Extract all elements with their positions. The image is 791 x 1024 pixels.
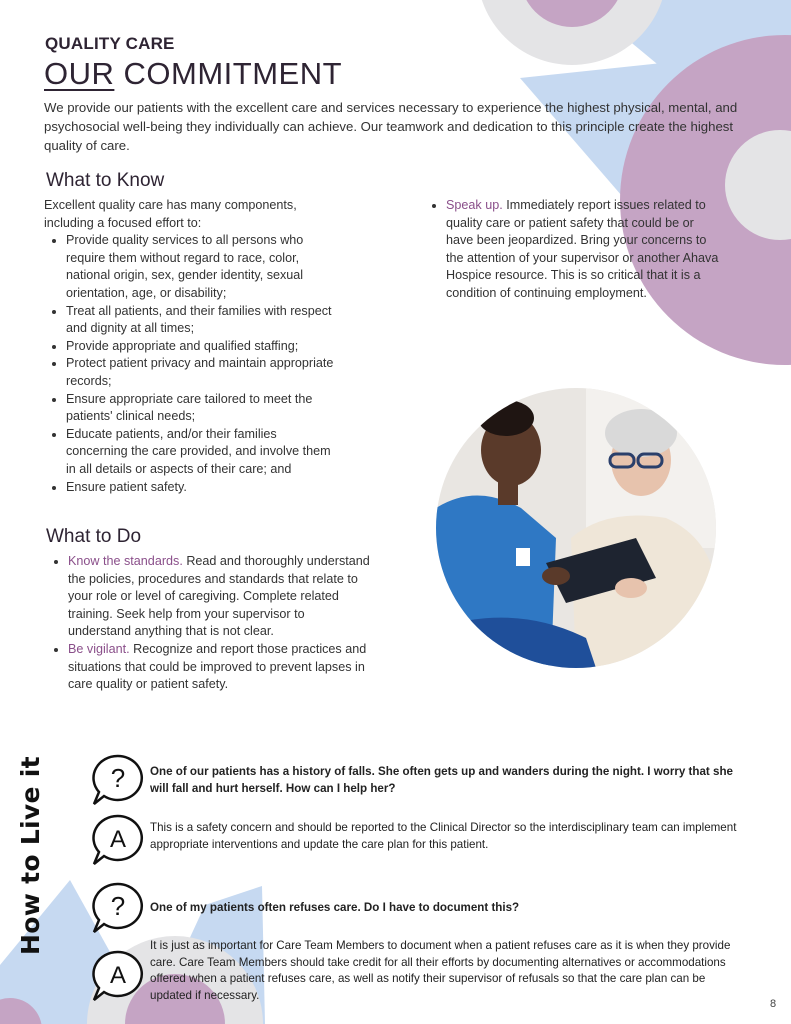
speak-up-list (424, 197, 724, 303)
caregiver-photo (436, 388, 716, 668)
question-bubble-icon (90, 752, 146, 813)
list-item: • Educate patients, and/or their families concerning the care provided, and involve them in all details or aspects of their care; and (66, 426, 339, 479)
question-symbol: ? (110, 891, 126, 921)
answer-symbol: A (109, 962, 127, 989)
list-item: • Ensure appropriate care tailored to meet the patients' clinical needs; (66, 391, 339, 426)
title-underlined-word: OUR (44, 56, 115, 91)
be-vigilant-text: Recognize and report those practices and situations that could be improved to prevent lapses in care quality or patient safety. (68, 641, 367, 692)
list-item: • Treat all patients, and their families with respect and dignity at all times; (66, 303, 339, 338)
how-to-live-it-label: How to Live it (16, 756, 45, 955)
speak-up-text: Immediately report issues related to quality care or patient safety that could be or have been jeopardized. Bring your concerns to the attention of your supervisor or another Ahava Hospice resource. This is so critical that it is a condition of continuing employment. (446, 198, 719, 300)
intro-paragraph: We provide our patients with the excellent care and services necessary to experience the highest physical, mental, and psychosocial well-being they individually can achieve. Our teamwork and dedication to this principle create the highest quality of care. (44, 100, 738, 153)
page-number: 8 (770, 998, 777, 1010)
question-bubble-icon (90, 880, 146, 941)
what-to-do-heading: What to Do (46, 526, 142, 547)
speak-up-label: Speak up. (446, 198, 503, 212)
know-standards-text: Read and thoroughly understand the policies, procedures and standards that relate to your role or level of caregiving. Complete related training. Seek help from your supervisor to understand anything that is not clear. (68, 554, 370, 639)
section-kicker: QUALITY CARE (45, 34, 175, 53)
what-to-know-body (44, 197, 339, 496)
question-2-text: One of my patients often refuses care. Do I have to document this? (150, 901, 520, 914)
answer-bubble-icon (90, 948, 146, 1009)
what-to-know-lead: Excellent quality care has many components, including a focused effort to: (44, 198, 297, 230)
list-item (446, 197, 724, 303)
what-to-do-body (46, 553, 371, 694)
answer-1-text: This is a safety concern and should be reported to the Clinical Director so the interdisciplinary team can implement appropriate interventions and update the care plan for this patient. (150, 821, 737, 851)
title-rest: COMMITMENT (123, 56, 343, 91)
question-symbol: ? (110, 763, 126, 793)
question-1-text: One of our patients has a history of falls. She often gets up and wanders during the night. I worry that she will fall and hurt herself. How can I help her? (150, 765, 733, 795)
speak-up-column (424, 197, 724, 303)
what-to-know-list (44, 232, 339, 496)
list-item: • Provide quality services to all persons who require them without regard to race, color, national origin, sex, gender identity, sexual orientation, age, or disability; (66, 232, 339, 302)
answer-symbol: A (109, 826, 127, 853)
list-item (68, 553, 371, 641)
list-item: • Provide appropriate and qualified staffing; (66, 338, 339, 356)
what-to-do-list (46, 553, 371, 694)
be-vigilant-label: Be vigilant. (68, 641, 130, 656)
what-to-know-heading: What to Know (46, 170, 165, 191)
list-item: • Protect patient privacy and maintain appropriate records; (66, 355, 339, 390)
list-item: • Ensure patient safety. (66, 479, 339, 497)
answer-2-text: It is just as important for Care Team Members to document when a patient refuses care as it is when they provide care. Care Team Members should take credit for all their efforts by documenting alternatives or accommodations offered when a patient refuses care, as well as notify their supervisor of refusals so that the care plan can be updated if necessary. (150, 939, 731, 1002)
know-standards-label: Know the standards. (68, 554, 183, 568)
list-item (68, 641, 371, 694)
answer-bubble-icon (90, 812, 146, 873)
caregiver-illustration (436, 388, 716, 668)
page-title (44, 56, 342, 92)
